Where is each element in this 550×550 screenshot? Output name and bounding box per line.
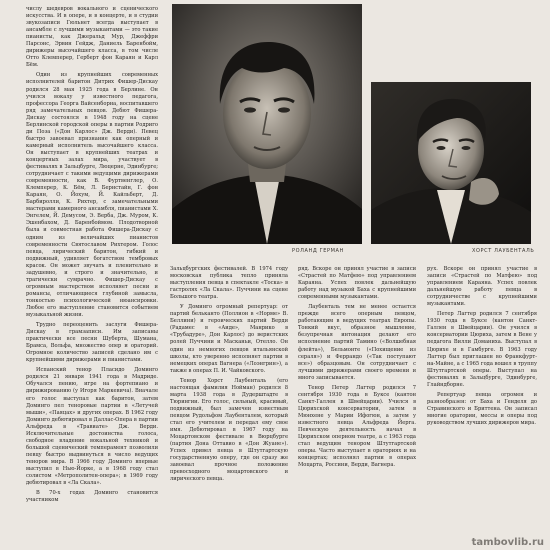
paragraph: Трудно переоценить заслуги Фишера-Дискау в грамзаписи. Им записаны практически все песни Шуберта, Шумана, Брамса, Вольфа, множество опер и ораторий. Огромное количество записей сделано им с крупнейшими дирижерами и пианистами. — [26, 322, 158, 364]
portrait-laubenthal-image — [371, 82, 531, 244]
text-column-left — [26, 6, 158, 546]
paragraph: Репертуар певца огромен и разнообразен: от Баха и Генделя до Стравинского и Бриттена. Он записал многие оратории, мессы и оперы под руководством лучших дирижеров мира. — [427, 391, 537, 426]
paragraph: Тенор Петер Лагтер родился 7 сентября 1930 года в Буксе (кантон Санкт-Галлен в Швейцарии). Учился в Цюрихской консерватории, затем в Мюнхене у Марии Ифогюн, а затем у известного певца Альфреда Йерга. Певческую деятельность начал в Цюрихском оперном театре, а с 1963 года стал ведущим тенором Штутгартской оперы. Часто выступает в ораториях и на концертах; исполнял партии в операх Моцарта, Россини, Верди, Вагнера. — [298, 384, 416, 469]
paragraph: Один из крупнейших современных исполнителей баритон Дитрих Фишер-Дискау родился 28 мая 1925 года в Берлине. Он учился вокалу у известного педагога, профессора Георга Вайсенборна, воспитавшего ряд замечательных певцов. Дебют Фишера-Дискау состоялся в 1948 году на сцене Берлинской городской оперы в партии Родриго ди Поза («Дон Карлос» Дж. Верди). Певец быстро завоевал признание как оперный и камерный исполнитель высочайшего класса. Он выступает в крупнейших театрах и концертных залах мира, участвует в фестивалях в Зальцбурге, Люцерне, Эдинбурге; сотрудничает с такими ведущими дирижерами современности, как В. Фуртвенглер, О. Клемперер, К. Бём, Л. Бернстайн, Г. фон Караян, О. Йохум, Й. Кайльберт, Д. Барбиролли, К. Рихтер, с замечательными мастерами камерного ансамбля, пианистами Х. Энгелем, Й. Демусом, Э. Верба, Дж. Муром, К. Эшенбахом, Д. Баренбоймом. Плодотворной была и совместная работа Фишера-Дискау с одним из величайших пианистов современности Святославом Рихтером. Голос певца, лирический баритон, гибкий и подвижный, удивляет богатством тембровых красок. Он может звучать и пленительно и задушевно, и строго и значительно, и трагически сумрачно. Фишер-Дискау с огромным мастерством исполняет песни и романсы, отличающиеся глубиной замысла, тонкостью психологической нюансировки. Любое его выступление становится событием музыкальной жизни. — [26, 72, 158, 319]
text-column-right — [427, 266, 537, 546]
photo-caption-hermann: РОЛАНД ГЕРМАН — [292, 248, 344, 254]
paragraph: Петер Лагтер родился 7 сентября 1930 года в Буксе (кантон Санкт-Галлен в Швейцарии). Он учился в консерватории Цюриха, затем в Вене у педагога Вилли Доманиха. Выступал в Цюрихе и в Гамбурге. В 1963 году Лагтер был приглашен во Франкфурт-на-Майне, а с 1965 года вошел в труппу Штутгартской оперы. Выступал на фестивалях в Зальцбурге, Эдинбурге, Глайндборне. — [427, 311, 537, 388]
paragraph: Лаубенталь тем не менее остается прежде всего оперным певцом, работающим в ведущих театрах Европы. Тонкий вкус, образное мышление, безупречная интонация делают его исполнение партий Тамино («Волшебная флейта»), Бельмонте («Похищение из сераля») и Феррандо («Так поступают все») образцовым. Он сотрудничает с лучшими дирижерами своего времени и много записывается. — [298, 304, 416, 381]
portrait-photo-hermann — [172, 4, 362, 244]
paragraph: рух. Вскоре он принял участие в записи «Страстей по Матфею» под управлением Караяна. Успех повлек дальнейшую работу певца в сотрудничестве с крупнейшими музыкантами. — [427, 266, 537, 308]
portrait-hermann-image — [172, 4, 362, 244]
paragraph: У Доминго огромный репертуар: от партий бельканто (Поллион в «Норме» В. Беллини) и героических партий Верди (Радамес в «Аиде», Манрико в «Трубадуре», Дон Карлос) до веристских ролей Пуччини и Масканьи, Отелло. Он один из немногих певцов итальянской школы, кто уверенно исполняет партии в немецких операх Вагнера («Лоэнгрин»), а также в операх П. И. Чайковского. — [170, 304, 288, 374]
paragraph: числу шедевров вокального и сценического искусства. И в опере, и в концерте, и в студии звукозаписи Гюльнет всегда выступает в ансамбле с лучшими музыкантами — это такие пианисты, как Джеральд Мур, Джеффри Парсонс, Эрвин Гейдж, Даниель Баренбойм, дирижеры высочайшего класса, в том числе Отто Клемперер, Герберт фон Караян и Карл Бём. — [26, 6, 158, 69]
paragraph: Испанский тенор Пласидо Доминго родился 21 января 1941 года в Мадриде. Обучался пению, игре на фортепиано и дирижированию (у Игоря Маркевича). Вначале его голос выступал как баритон, затем Доминго пел теноровые партии в «Летучей мыши», «Паяцах» и других операх. В 1962 году Доминго дебютировал в Даллас-Опера в партии Альфреда в «Травиате» Дж. Верди. Исключительные достоинства голоса, свободное владение вокальной техникой и большой сценический темперамент позволили певцу быстро выдвинуться в число ведущих теноров мира. В 1966 году Доминго впервые выступил в Нью-Йорке, а в 1968 году стал солистом «Метрополитен-опера»; в 1969 году дебютировал в «Ла Скала». — [26, 367, 158, 487]
portrait-photo-laubenthal — [371, 82, 531, 244]
paragraph: Зальцбургских фестивалей. В 1974 году московская публика тепло приняла выступления певца в спектакле «Тоска» в гастролях «Ла Скала». Пуччини на сцене Большого театра. — [170, 266, 288, 301]
paragraph: В 70-х годах Доминго становится участником — [26, 490, 158, 504]
watermark-text: tambovlib.ru — [471, 537, 544, 548]
photo-caption-laubenthal: ХОРСТ ЛАУБЕНТАЛЬ — [472, 248, 535, 254]
text-column-mid-left — [170, 266, 288, 546]
paragraph: ряд. Вскоре он принял участие в записи «Страстей по Матфею» под управлением Караяна. Успех повлек дальнейшую работу над музыкой Баха с крупнейшими современными музыкантами. — [298, 266, 416, 301]
paragraph: Тенор Хорст Лаубенталь (его настоящая фамилия Нойман) родился 8 марта 1938 года в Дудерштадте в Тюрингии. Его голос, сильный, красивый, подвижный, был замечен известным певцом Рудольфом Лаубенталем, который стал его учителем и передал ему свое имя. Дебютировал в 1967 году на Моцартовском фестивале в Вюрцбурге (партия Дона Оттавио в «Дон Жуане»). Успех привел певца в Штутгартскую государственную оперу, где он сразу же завоевал прочное положение превосходного моцартовского и лирического певца. — [170, 377, 288, 483]
text-column-mid-right — [298, 266, 416, 546]
